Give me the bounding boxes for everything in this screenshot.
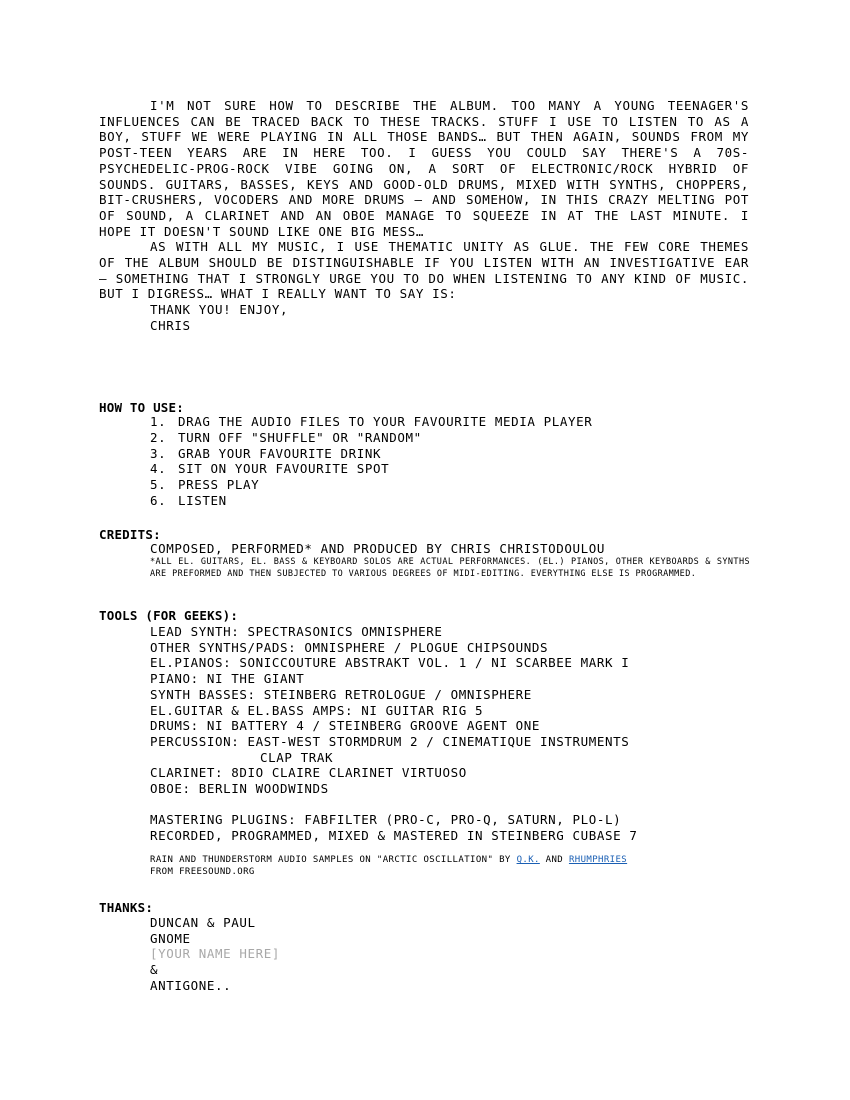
tool-line: CLARINET: 8DIO CLAIRE CLARINET VIRTUOSO: [150, 765, 467, 781]
qk-link[interactable]: Q.K.: [516, 854, 540, 865]
tool-line: LEAD SYNTH: SPECTRASONICS OMNISPHERE: [150, 624, 443, 639]
samples-source: FROM FREESOUND.ORG: [150, 866, 255, 877]
thanks-heading: THANKS:: [99, 900, 154, 915]
thanks-line: &: [150, 962, 159, 978]
sign-off-thanks: THANK YOU! ENJOY,: [150, 302, 289, 318]
thanks-block: [150, 915, 280, 994]
thanks-line: ANTIGONE..: [150, 977, 232, 993]
intro-text: [99, 98, 749, 334]
sign-off-name: CHRIS: [150, 317, 191, 333]
tools-block: [150, 624, 750, 878]
samples-credit: RAIN AND THUNDERSTORM AUDIO SAMPLES ON "ARCTIC OSCILLATION" BY Q.K. AND RHUMPHRIES FROM FREESOUND.ORG: [150, 854, 750, 878]
intro-paragraph-1: I'M NOT SURE HOW TO DESCRIBE THE ALBUM. TOO MANY A YOUNG TEENAGER'S INFLUENCES CAN BE TRACED BACK TO THESE TRACKS. STUFF I USE TO LISTEN TO AS A BOY, STUFF WE WERE PLAYING IN ALL THOSE BANDS… BUT THEN AGAIN, SOUNDS FROM MY POST-TEEN YEARS ARE IN HERE TOO. I GUESS YOU COULD SAY THERE'S A 70S-PSYCHEDELIC-PROG-ROCK VIBE GOING ON, A SORT OF ELECTRONIC/ROCK HYBRID OF SOUNDS. GUITARS, BASSES, KEYS AND GOOD-OLD DRUMS, MIXED WITH SYNTHS, CHOPPERS, BIT-CRUSHERS, VOCODERS AND MORE DRUMS – AND SOMEHOW, IN THIS CRAZY MELTING POT OF SOUND, A CLARINET AND AN OBOE MANAGE TO SQUEEZE IN AT THE LAST MINUTE. I HOPE IT DOESN'T SOUND LIKE ONE BIG MESS…: [99, 98, 749, 239]
list-item: 4. SIT ON YOUR FAVOURITE SPOT: [150, 461, 390, 477]
recorded-line: RECORDED, PROGRAMMED, MIXED & MASTERED IN STEINBERG CUBASE 7: [150, 828, 638, 844]
how-to-use-list: [150, 414, 592, 509]
list-item: 1. DRAG THE AUDIO FILES TO YOUR FAVOURITE MEDIA PLAYER: [150, 414, 593, 429]
tools-heading: TOOLS (FOR GEEKS):: [99, 608, 239, 623]
list-item: 6. LISTEN: [150, 492, 227, 508]
thanks-line: DUNCAN & PAUL: [150, 915, 256, 930]
tool-line: PIANO: NI THE GIANT: [150, 671, 305, 687]
thanks-line: GNOME: [150, 930, 191, 946]
how-to-use-heading: HOW TO USE:: [99, 400, 184, 415]
thanks-placeholder: [YOUR NAME HERE]: [150, 946, 281, 962]
intro-paragraph-2: AS WITH ALL MY MUSIC, I USE THEMATIC UNITY AS GLUE. THE FEW CORE THEMES OF THE ALBUM SHOULD BE DISTINGUISHABLE IF YOU LISTEN WITH AN INVESTIGATIVE EAR – SOMETHING THAT I STRONGLY URGE YOU TO DO WHEN LISTENING TO ANY KIND OF MUSIC. BUT I DIGRESS… WHAT I REALLY WANT TO SAY IS:: [99, 239, 749, 302]
credits-block: [150, 541, 750, 580]
credits-footnote: *ALL EL. GUITARS, EL. BASS & KEYBOARD SOLOS ARE ACTUAL PERFORMANCES. (EL.) PIANOS, OTHER KEYBOARDS & SYNTHS ARE PREFORMED AND THEN SUBJECTED TO VARIOUS DEGREES OF MIDI-EDITING. EVERYTHING ELSE IS PROGRAMMED.: [150, 556, 750, 579]
tool-line: EL.PIANOS: SONICCOUTURE ABSTRAKT VOL. 1 / NI SCARBEE MARK I: [150, 655, 630, 671]
credits-heading: CREDITS:: [99, 527, 161, 542]
mastering-line: MASTERING PLUGINS: FABFILTER (PRO-C, PRO-Q, SATURN, PLO-L): [150, 812, 622, 828]
tool-line: EL.GUITAR & EL.BASS AMPS: NI GUITAR RIG 5: [150, 702, 484, 718]
list-item: 3. GRAB YOUR FAVOURITE DRINK: [150, 445, 382, 461]
tool-line: DRUMS: NI BATTERY 4 / STEINBERG GROOVE AGENT ONE: [150, 718, 541, 734]
rhumphries-link[interactable]: RHUMPHRIES: [568, 854, 628, 865]
tool-line: PERCUSSION: EAST-WEST STORMDRUM 2 / CINEMATIQUE INSTRUMENTS: [150, 733, 630, 749]
list-item: 5. PRESS PLAY: [150, 477, 260, 493]
tool-line: OTHER SYNTHS/PADS: OMNISPHERE / PLOGUE CHIPSOUNDS: [150, 639, 549, 655]
list-item: 2. TURN OFF "SHUFFLE" OR "RANDOM": [150, 429, 422, 445]
credits-line: COMPOSED, PERFORMED* AND PRODUCED BY CHRIS CHRISTODOULOU: [150, 541, 606, 556]
tool-line: OBOE: BERLIN WOODWINDS: [150, 781, 329, 797]
tool-line: SYNTH BASSES: STEINBERG RETROLOGUE / OMNISPHERE: [150, 686, 532, 702]
tool-line-continuation: CLAP TRAK: [260, 749, 334, 765]
